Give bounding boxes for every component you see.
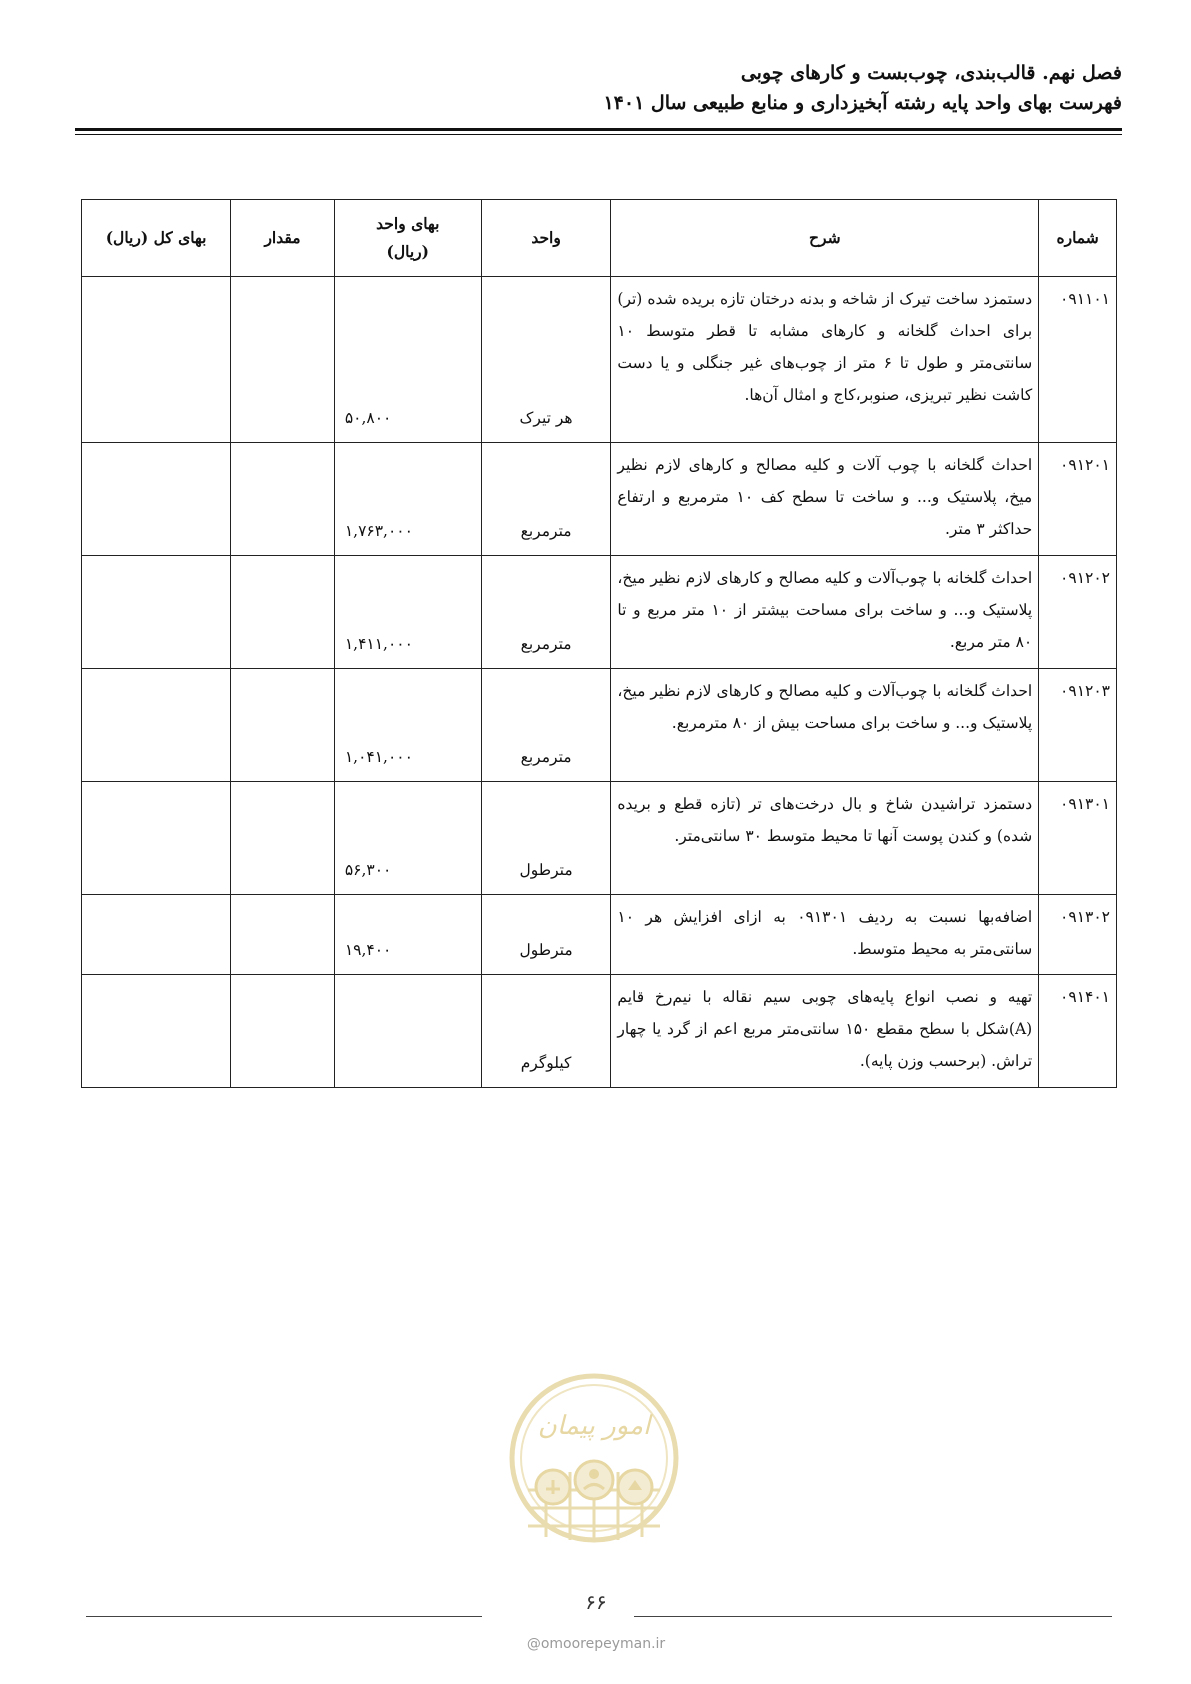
row-unit-price: ۱۹,۴۰۰ [334,895,481,975]
col-header-description: شرح [611,200,1039,277]
row-unit-price: ۵۶,۳۰۰ [334,782,481,895]
row-code: ۰۹۱۲۰۲ [1039,556,1117,669]
row-unit: مترطول [481,782,611,895]
row-description: دستمزد تراشیدن شاخ و بال درخت‌های تر (تازه قطع و بریده شده) و کندن پوست آنها تا محیط متوسط ۳۰ سانتی‌متر. [611,782,1039,895]
row-unit: مترمربع [481,556,611,669]
svg-text:امور پیمان: امور پیمان [537,1411,651,1441]
row-description: احداث گلخانه با چوب‌آلات و کلیه مصالح و کارهای لازم نظیر میخ، پلاستیک و... و ساخت برای مساحت بیش از ۸۰ مترمربع. [611,669,1039,782]
row-total-price [82,782,231,895]
row-total-price [82,556,231,669]
row-total-price [82,669,231,782]
row-total-price [82,895,231,975]
row-quantity [231,443,335,556]
row-quantity [231,895,335,975]
row-unit: مترمربع [481,669,611,782]
row-code: ۰۹۱۱۰۱ [1039,277,1117,443]
page-header [75,58,1122,118]
price-list-title: فهرست بهای واحد پایه رشته آبخیزداری و منابع طبیعی سال ۱۴۰۱ [603,92,1122,114]
price-table [81,199,1117,1088]
row-description: احداث گلخانه با چوب آلات و کلیه مصالح و کارهای لازم نظیر میخ، پلاستیک و... و ساخت تا سطح کف ۱۰ مترمربع و ارتفاع حداکثر ۳ متر. [611,443,1039,556]
row-total-price [82,975,231,1088]
row-code: ۰۹۱۲۰۳ [1039,669,1117,782]
row-unit-price: ۱,۰۴۱,۰۰۰ [334,669,481,782]
table-row [82,556,1117,669]
row-code: ۰۹۱۲۰۱ [1039,443,1117,556]
col-header-code: شماره [1039,200,1117,277]
footer-divider-left [86,1616,482,1617]
row-unit-price: ۵۰,۸۰۰ [334,277,481,443]
row-code: ۰۹۱۳۰۱ [1039,782,1117,895]
website-watermark: @omoorepeyman.ir [526,1636,666,1652]
row-unit-price [334,975,481,1088]
header-divider-thick [75,128,1122,131]
row-quantity [231,277,335,443]
table-row [82,669,1117,782]
seal-watermark-graphic [508,1372,680,1544]
row-code: ۰۹۱۴۰۱ [1039,975,1117,1088]
row-total-price [82,443,231,556]
row-description: احداث گلخانه با چوب‌آلات و کلیه مصالح و کارهای لازم نظیر میخ، پلاستیک و... و ساخت برای مساحت بیشتر از ۱۰ متر مربع و تا ۸۰ متر مربع. [611,556,1039,669]
table-row [82,975,1117,1088]
table-row [82,782,1117,895]
row-unit: هر تیرک [481,277,611,443]
row-total-price [82,277,231,443]
header-divider-thin [75,134,1122,135]
row-quantity [231,782,335,895]
row-quantity [231,975,335,1088]
col-header-unit-price [334,200,481,277]
table-row [82,277,1117,443]
col-header-quantity: مقدار [231,200,335,277]
row-unit: مترطول [481,895,611,975]
row-unit: مترمربع [481,443,611,556]
row-unit-price: ۱,۷۶۳,۰۰۰ [334,443,481,556]
row-unit-price: ۱,۴۱۱,۰۰۰ [334,556,481,669]
table-row [82,895,1117,975]
row-description: دستمزد ساخت تیرک از شاخه و بدنه درختان تازه بریده شده (تر) برای احداث گلخانه و کارهای مشابه تا قطر متوسط ۱۰ سانتی‌متر و طول تا ۶ متر از چوب‌های غیر جنگلی و یا دست کاشت نظیر تبریزی، صنوبر،کاج و امثال آن‌ها. [611,277,1039,443]
table-header-row [82,200,1117,277]
seal-watermark-icon [508,1372,680,1544]
row-description: اضافه‌بها نسبت به ردیف ۰۹۱۳۰۱ به ازای افزایش هر ۱۰ سانتی‌متر به محیط متوسط. [611,895,1039,975]
col-header-total-price: بهای کل (ریال) [82,200,231,277]
row-quantity [231,669,335,782]
row-description: تهیه و نصب انواع پایه‌های چوبی سیم نقاله با نیم‌رخ قایم (A)شکل با سطح مقطع ۱۵۰ سانتی‌متر مربع اعم از گرد یا چهار تراش. (برحسب وزن پایه). [611,975,1039,1088]
row-unit: کیلوگرم [481,975,611,1088]
row-code: ۰۹۱۳۰۲ [1039,895,1117,975]
unit-price-label: بهای واحد (ریال) [376,214,440,261]
chapter-title: فصل نهم. قالب‌بندی، چوب‌بست و کارهای چوبی [740,62,1122,84]
row-quantity [231,556,335,669]
col-header-unit: واحد [481,200,611,277]
page-number: ۶۶ [585,1590,607,1614]
footer-divider-right [634,1616,1112,1617]
table-row [82,443,1117,556]
